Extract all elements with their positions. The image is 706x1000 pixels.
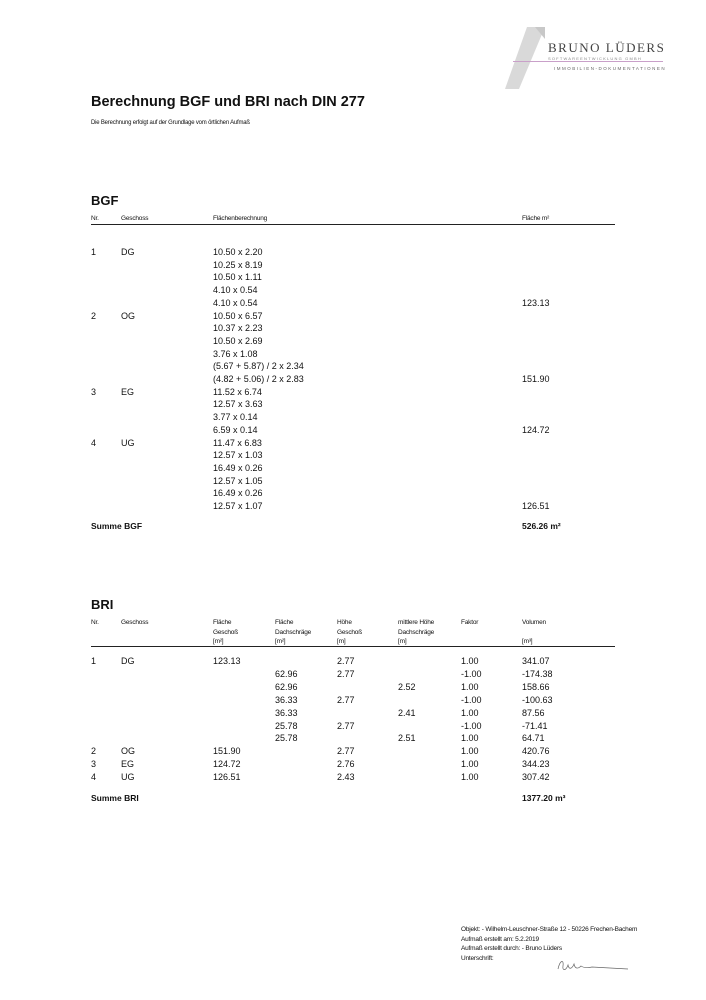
bgf-row-geschoss: EG	[121, 386, 135, 397]
bri-row-faktor: -1.00	[461, 694, 482, 705]
bri-row-volumen: 307.42	[522, 772, 550, 783]
bri-row-faktor: 1.00	[461, 656, 479, 666]
bri-col-volumen-unit: [m³]	[522, 638, 533, 645]
logo-swoosh-icon	[505, 27, 545, 89]
bri-col-mittlere-hoehe-line2: Dachschräge	[398, 628, 435, 636]
bri-row-faktor: 1.00	[461, 772, 479, 783]
bri-col-faktor: Faktor	[461, 619, 479, 626]
bgf-row-nr: 2	[91, 310, 97, 321]
bri-row-hoehe: 2.77	[337, 746, 355, 757]
bri-row-flaeche-dach: 62.96	[275, 668, 298, 679]
bgf-col-nr: Nr.	[91, 215, 99, 222]
bgf-col-flaechenberechnung: Flächenberechnung	[213, 215, 268, 222]
bgf-row-formula: 12.57 x 1.03	[213, 450, 263, 461]
bgf-sum-label: Summe BGF	[91, 521, 143, 531]
bri-col-hoehe-unit: [m]	[337, 638, 346, 645]
bri-col-nr: Nr.	[91, 619, 99, 626]
bri-row-faktor: 1.00	[461, 746, 479, 757]
bri-row-flaeche-dach: 62.96	[275, 681, 298, 692]
bgf-row-formula: 10.50 x 1.11	[213, 272, 262, 283]
bri-row-mittlere-hoehe: 2.41	[398, 707, 416, 718]
bri-row-faktor: -1.00	[461, 668, 482, 679]
bri-row-volumen: 158.66	[522, 681, 550, 692]
bgf-row-formula: 10.50 x 2.20	[213, 247, 263, 257]
bri-row-nr: 1	[91, 656, 97, 666]
logo-name: BRUNO LÜDERS	[548, 40, 666, 55]
bri-heading: BRI	[91, 597, 114, 612]
footer-unterschrift: Unterschrift:	[461, 955, 494, 962]
bgf-row-flaeche: 123.13	[522, 297, 550, 308]
bri-row-flaeche-geschoss: 123.13	[213, 656, 241, 666]
bgf-heading: BGF	[91, 193, 119, 208]
bgf-row-flaeche: 151.90	[522, 374, 550, 384]
bri-row-nr: 3	[91, 759, 97, 770]
page-subtitle: Die Berechnung erfolgt auf der Grundlage vom örtlichen Aufmaß	[91, 120, 250, 126]
bri-header-rule	[91, 646, 615, 647]
bgf-row-formula: 12.57 x 3.63	[213, 399, 263, 410]
bri-col-flaeche-dach-line2: Dachschräge	[275, 628, 312, 636]
bri-col-flaeche-geschoss-line2: Geschoß	[213, 628, 238, 636]
bgf-row-nr: 3	[91, 386, 97, 397]
page-title: Berechnung BGF und BRI nach DIN 277	[91, 94, 365, 110]
bgf-row-formula: 12.57 x 1.07	[213, 501, 263, 511]
bri-col-mittlere-hoehe-unit: [m]	[398, 638, 407, 645]
bri-row-flaeche-dach: 25.78	[275, 720, 298, 731]
bgf-row-geschoss: DG	[121, 247, 135, 257]
bgf-row-formula: 4.10 x 0.54	[213, 285, 258, 296]
bri-sum-label: Summe BRI	[91, 793, 139, 803]
bri-row-geschoss: DG	[121, 656, 135, 666]
bgf-row-formula: 11.52 x 6.74	[213, 386, 262, 397]
bgf-row-formula: (5.67 + 5.87) / 2 x 2.34	[213, 361, 304, 372]
bri-col-hoehe-line1: Höhe	[337, 619, 352, 626]
bgf-row-formula: 10.37 x 2.23	[213, 323, 263, 334]
footer-objekt: Objekt: - Wilhelm-Leuschner-Straße 12 - 50226 Frechen-Bachem	[461, 926, 638, 933]
bri-col-geschoss: Geschoss	[121, 619, 149, 626]
signature-icon	[556, 957, 631, 975]
bri-row-volumen: -71.41	[522, 720, 548, 731]
bri-row-hoehe: 2.77	[337, 656, 355, 666]
bgf-row-formula: 10.50 x 6.57	[213, 310, 263, 321]
bri-row-mittlere-hoehe: 2.51	[398, 733, 416, 744]
bgf-row-formula: 16.49 x 0.26	[213, 462, 263, 473]
bgf-row-formula: 11.47 x 6.83	[213, 437, 262, 448]
logo-divider	[513, 61, 663, 62]
bgf-row-formula: 3.76 x 1.08	[213, 348, 258, 359]
bri-col-flaeche-dach	[275, 618, 311, 647]
bgf-row-nr: 4	[91, 437, 97, 448]
bri-row-faktor: 1.00	[461, 759, 479, 770]
bgf-row-formula: 10.50 x 2.69	[213, 335, 263, 346]
bgf-row-formula: 12.57 x 1.05	[213, 475, 263, 486]
bri-col-volumen	[522, 618, 546, 647]
bri-col-flaeche-dach-unit: [m²]	[275, 638, 286, 645]
bri-col-mittlere-hoehe	[398, 618, 434, 647]
bri-row-geschoss: EG	[121, 759, 135, 770]
bri-row-nr: 4	[91, 772, 97, 783]
bri-row-hoehe: 2.77	[337, 720, 355, 731]
bgf-col-geschoss: Geschoss	[121, 215, 149, 222]
bri-row-nr: 2	[91, 746, 97, 757]
bgf-sum-value: 526.26 m²	[522, 521, 561, 531]
bri-row-faktor: 1.00	[461, 733, 479, 744]
logo-subtitle-top: SOFTWAREENTWICKLUNG GMBH	[548, 56, 642, 61]
bri-row-flaeche-geschoss: 151.90	[213, 746, 241, 757]
bgf-header-rule	[91, 224, 615, 225]
bri-col-flaeche-geschoss	[213, 618, 238, 647]
bgf-row-formula: 16.49 x 0.26	[213, 488, 263, 499]
bgf-row-formula: 4.10 x 0.54	[213, 297, 258, 308]
bri-col-hoehe-line2: Geschoß	[337, 628, 362, 636]
footer-aufmass-am: Aufmaß erstellt am: 5.2.2019	[461, 936, 539, 943]
bgf-row-geschoss: UG	[121, 437, 135, 448]
footer-aufmass-durch: Aufmaß erstellt durch: - Bruno Lüders	[461, 945, 562, 952]
bri-row-geschoss: OG	[121, 746, 136, 757]
bri-row-flaeche-dach: 25.78	[275, 733, 298, 744]
bri-col-flaeche-dach-line1: Fläche	[275, 619, 294, 626]
bri-row-volumen: 64.71	[522, 733, 545, 744]
bri-row-volumen: 344.23	[522, 759, 550, 770]
bgf-row-formula: 3.77 x 0.14	[213, 412, 258, 423]
bri-row-hoehe: 2.43	[337, 772, 355, 783]
bri-col-hoehe	[337, 618, 362, 647]
bgf-row-flaeche: 126.51	[522, 501, 550, 511]
bgf-row-flaeche: 124.72	[522, 424, 550, 435]
bri-row-faktor: -1.00	[461, 720, 482, 731]
bri-sum-value: 1377.20 m³	[522, 793, 566, 803]
bri-row-hoehe: 2.77	[337, 694, 355, 705]
bri-row-volumen: 87.56	[522, 707, 545, 718]
bri-row-hoehe: 2.77	[337, 668, 355, 679]
bri-row-hoehe: 2.76	[337, 759, 355, 770]
bri-row-flaeche-dach: 36.33	[275, 707, 298, 718]
bri-row-mittlere-hoehe: 2.52	[398, 681, 416, 692]
bri-row-geschoss: UG	[121, 772, 135, 783]
bgf-row-formula: 6.59 x 0.14	[213, 424, 258, 435]
bri-row-volumen: 420.76	[522, 746, 550, 757]
bri-col-volumen-line1: Volumen	[522, 619, 546, 626]
bgf-row-formula: (4.82 + 5.06) / 2 x 2.83	[213, 374, 304, 384]
bri-row-flaeche-geschoss: 126.51	[213, 772, 241, 783]
bri-row-faktor: 1.00	[461, 681, 479, 692]
bri-col-mittlere-hoehe-line1: mittlere Höhe	[398, 619, 435, 626]
bri-col-flaeche-geschoss-unit: [m²]	[213, 638, 224, 645]
bri-col-flaeche-geschoss-line1: Fläche	[213, 619, 232, 626]
bri-row-volumen: 341.07	[522, 656, 550, 666]
bgf-row-formula: 10.25 x 8.19	[213, 259, 263, 270]
bri-row-volumen: -100.63	[522, 694, 553, 705]
bri-row-volumen: -174.38	[522, 668, 553, 679]
bgf-col-flaeche: Fläche m²	[522, 215, 550, 222]
logo-subtitle-bottom: IMMOBILIEN-DOKUMENTATIONEN	[554, 66, 667, 71]
bgf-row-nr: 1	[91, 247, 97, 257]
bgf-row-geschoss: OG	[121, 310, 136, 321]
bri-row-faktor: 1.00	[461, 707, 479, 718]
bri-row-flaeche-dach: 36.33	[275, 694, 298, 705]
bri-row-flaeche-geschoss: 124.72	[213, 759, 241, 770]
